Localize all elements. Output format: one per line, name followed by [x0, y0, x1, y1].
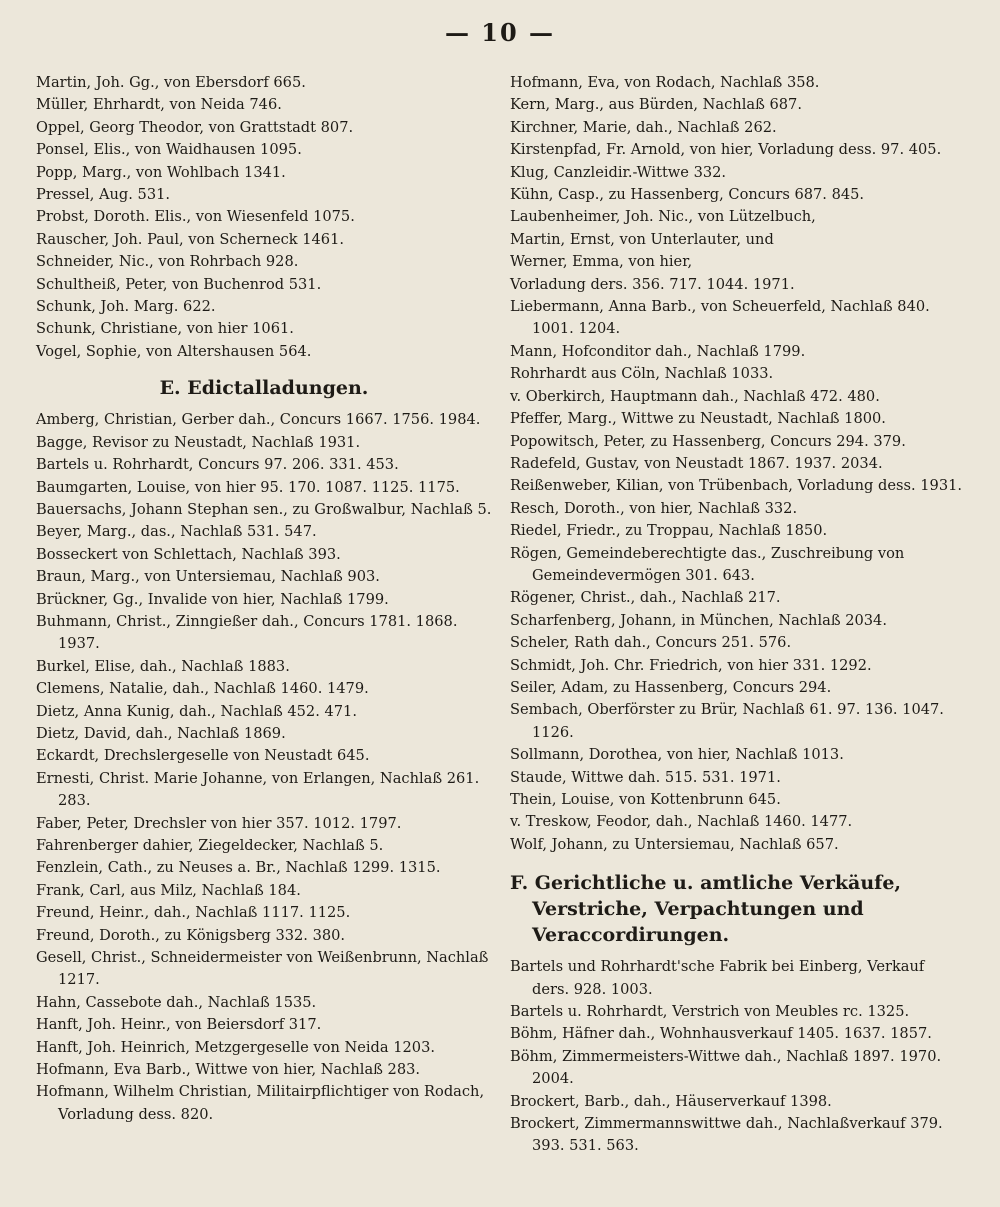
index-entry: Scharfenberg, Johann, in München, Nachlaß 2034.	[510, 611, 887, 629]
index-entry: Klug, Canzleidir.-Wittwe 332.	[510, 163, 727, 181]
index-entry: Pressel, Aug. 531.	[36, 186, 171, 204]
index-entry: Bagge, Revisor zu Neustadt, Nachlaß 1931.	[36, 433, 361, 451]
index-entry: Fahrenberger dahier, Ziegeldecker, Nachlaß 5.	[36, 837, 384, 854]
index-entry: Amberg, Christian, Gerber dah., Concurs 1667. 1756. 1984.	[36, 411, 481, 429]
page-number: — 10 —	[444, 18, 556, 47]
index-entry: Pfeffer, Marg., Wittwe zu Neustadt, Nachlaß 1800.	[510, 410, 886, 428]
index-entry: Sollmann, Dorothea, von hier, Nachlaß 1013.	[510, 746, 844, 764]
index-entry: Thein, Louise, von Kottenbrunn 645.	[510, 791, 781, 808]
index-entry: Freund, Doroth., zu Königsberg 332. 380.	[36, 926, 346, 944]
index-entry: Müller, Ehrhardt, von Neida 746.	[36, 96, 282, 114]
index-entry: Scheler, Rath dah., Concurs 251. 576.	[510, 634, 792, 652]
index-entry: Seiler, Adam, zu Hassenberg, Concurs 294.	[510, 678, 832, 696]
index-entry: Kern, Marg., aus Bürden, Nachlaß 687.	[510, 96, 802, 114]
index-entry: Hanft, Joh. Heinrich, Metzgergeselle von Neida 1203.	[36, 1038, 436, 1056]
index-entry: Martin, Joh. Gg., von Ebersdorf 665.	[36, 74, 306, 91]
index-entry: Oppel, Georg Theodor, von Grattstadt 807.	[36, 118, 354, 136]
index-entry: Probst, Doroth. Elis., von Wiesenfeld 1075.	[36, 208, 355, 226]
index-entry: Rögener, Christ., dah., Nachlaß 217.	[510, 589, 781, 607]
index-entry: Ernesti, Christ. Marie Johanne, von Erlangen, Nachlaß 261. 283.	[36, 769, 480, 810]
index-entry: Baumgarten, Louise, von hier 95. 170. 1087. 1125. 1175.	[36, 478, 460, 496]
index-entry: Bartels u. Rohrhardt, Concurs 97. 206. 331. 453.	[36, 456, 399, 474]
index-entry: Staude, Wittwe dah. 515. 531. 1971.	[510, 768, 781, 786]
entries-list-top	[36, 72, 492, 363]
index-entry: Vorladung ders. 356. 717. 1044. 1971.	[510, 275, 795, 293]
index-entry: Freund, Heinr., dah., Nachlaß 1117. 1125.	[36, 904, 351, 922]
index-entry: v. Treskow, Feodor, dah., Nachlaß 1460. 1477.	[510, 813, 853, 831]
index-entry: Brockert, Barb., dah., Häuserverkauf 1398.	[510, 1092, 832, 1110]
index-entry: Wolf, Johann, zu Untersiemau, Nachlaß 657.	[510, 835, 839, 853]
index-entry: Riedel, Friedr., zu Troppau, Nachlaß 1850.	[510, 522, 828, 540]
index-entry: Brockert, Zimmermannswittwe dah., Nachlaßverkauf 379. 393. 531. 563.	[510, 1115, 943, 1155]
index-entry: Gesell, Christ., Schneidermeister von Weißenbrunn, Nachlaß 1217.	[36, 949, 489, 989]
index-entry: Popowitsch, Peter, zu Hassenberg, Concurs 294. 379.	[510, 432, 906, 450]
index-entry: Martin, Ernst, von Unterlauter, und	[510, 230, 774, 248]
section-f-heading: F. Gerichtliche u. amtliche Verkäufe, Verstriche, Verpachtungen und Veraccordirungen.	[510, 872, 902, 947]
index-entry: Liebermann, Anna Barb., von Scheuerfeld, Nachlaß 840. 1001. 1204.	[510, 298, 930, 338]
index-entry: Rögen, Gemeindeberechtigte das., Zuschreibung von Gemeindevermögen 301. 643.	[510, 544, 905, 584]
index-entry: Hanft, Joh. Heinr., von Beiersdorf 317.	[36, 1016, 322, 1034]
index-entry: Schultheiß, Peter, von Buchenrod 531.	[36, 275, 322, 293]
index-entry: Clemens, Natalie, dah., Nachlaß 1460. 1479.	[36, 680, 369, 698]
index-entry: Braun, Marg., von Untersiemau, Nachlaß 903.	[36, 568, 380, 586]
index-entry: Werner, Emma, von hier,	[510, 253, 693, 271]
index-entry: Kirstenpfad, Fr. Arnold, von hier, Vorladung dess. 97. 405.	[510, 141, 942, 159]
index-entry: Hofmann, Wilhelm Christian, Militairpflichtiger von Rodach, Vorladung dess. 820.	[36, 1083, 485, 1123]
index-entry: Hofmann, Eva, von Rodach, Nachlaß 358.	[510, 74, 820, 91]
index-entry: Dietz, Anna Kunig, dah., Nachlaß 452. 471.	[36, 702, 357, 720]
index-entry: Schunk, Joh. Marg. 622.	[36, 298, 216, 316]
index-entry: Rauscher, Joh. Paul, von Scherneck 1461.	[36, 230, 345, 248]
index-entry: Bauersachs, Johann Stephan sen., zu Großwalbur, Nachlaß 5.	[36, 500, 492, 518]
index-entry: Bosseckert von Schlettach, Nachlaß 393.	[36, 545, 341, 563]
index-entry: Kühn, Casp., zu Hassenberg, Concurs 687. 845.	[510, 186, 865, 204]
entries-list-section-e	[36, 409, 492, 1126]
index-entry: Mann, Hofconditor dah., Nachlaß 1799.	[510, 342, 806, 360]
index-entry: Burkel, Elise, dah., Nachlaß 1883.	[36, 657, 290, 675]
index-entry: Buhmann, Christ., Zinngießer dah., Concurs 1781. 1868. 1937.	[36, 612, 458, 653]
index-entry: Sembach, Oberförster zu Brür, Nachlaß 61. 97. 136. 1047. 1126.	[510, 701, 944, 741]
index-entry: Frank, Carl, aus Milz, Nachlaß 184.	[36, 881, 301, 899]
index-entry: Resch, Doroth., von hier, Nachlaß 332.	[510, 499, 798, 517]
entries-list-section-e-continued	[510, 72, 966, 856]
index-entry: Kirchner, Marie, dah., Nachlaß 262.	[510, 118, 777, 136]
index-entry: Radefeld, Gustav, von Neustadt 1867. 1937. 2034.	[510, 454, 883, 472]
right-column	[510, 72, 966, 1158]
index-entry: Hahn, Cassebote dah., Nachlaß 1535.	[36, 993, 317, 1011]
index-entry: Hofmann, Eva Barb., Wittwe von hier, Nachlaß 283.	[36, 1061, 421, 1079]
index-entry: Dietz, David, dah., Nachlaß 1869.	[36, 724, 286, 742]
entries-list-section-f	[510, 956, 966, 1158]
index-entry: Rohrhardt aus Cöln, Nachlaß 1033.	[510, 365, 774, 383]
index-entry: Vogel, Sophie, von Altershausen 564.	[36, 342, 312, 360]
index-entry: Bartels und Rohrhardt'sche Fabrik bei Einberg, Verkauf ders. 928. 1003.	[510, 958, 925, 998]
index-entry: Eckardt, Drechslergeselle von Neustadt 645.	[36, 747, 370, 765]
index-entry: Brückner, Gg., Invalide von hier, Nachlaß 1799.	[36, 590, 389, 608]
section-e-heading: E. Edictalladungen.	[159, 377, 369, 400]
index-entry: Laubenheimer, Joh. Nic., von Lützelbuch,	[510, 208, 816, 226]
index-entry: Schunk, Christiane, von hier 1061.	[36, 320, 294, 338]
index-entry: Beyer, Marg., das., Nachlaß 531. 547.	[36, 523, 317, 541]
index-entry: Böhm, Zimmermeisters-Wittwe dah., Nachlaß 1897. 1970. 2004.	[510, 1047, 942, 1088]
index-entry: Bartels u. Rohrhardt, Verstrich von Meubles rc. 1325.	[510, 1003, 910, 1021]
index-entry: Faber, Peter, Drechsler von hier 357. 1012. 1797.	[36, 814, 402, 832]
index-entry: Ponsel, Elis., von Waidhausen 1095.	[36, 141, 302, 159]
index-entry: Popp, Marg., von Wohlbach 1341.	[36, 163, 286, 181]
left-column	[36, 72, 492, 1126]
index-entry: Fenzlein, Cath., zu Neuses a. Br., Nachlaß 1299. 1315.	[36, 859, 441, 877]
index-entry: Schmidt, Joh. Chr. Friedrich, von hier 331. 1292.	[510, 656, 872, 674]
index-entry: Reißenweber, Kilian, von Trübenbach, Vorladung dess. 1931.	[510, 477, 963, 495]
index-entry: v. Oberkirch, Hauptmann dah., Nachlaß 472. 480.	[510, 387, 880, 405]
index-entry: Schneider, Nic., von Rohrbach 928.	[36, 253, 299, 271]
index-entry: Böhm, Häfner dah., Wohnhausverkauf 1405. 1637. 1857.	[510, 1025, 932, 1043]
